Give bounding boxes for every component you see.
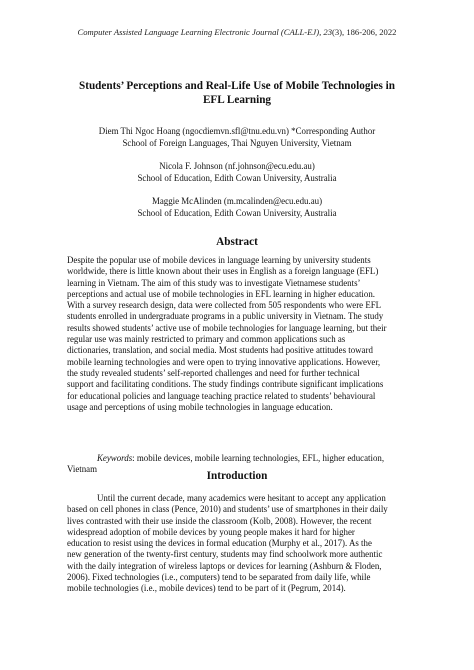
intro-line: based on cell phones in class (Pence, 2010) and students’ use of smartphones in their daily <box>67 504 388 515</box>
abstract-line: the study revealed students’ self-reported challenges and need for further technical <box>67 367 360 378</box>
abstract-heading: Abstract <box>216 236 258 248</box>
author-name-email: Maggie McAlinden (m.mcalinden@ecu.edu.au) <box>151 196 323 206</box>
paper-title <box>60 79 414 107</box>
abstract-line: results showed students’ active use of mobile technologies for language learning, but their <box>67 322 387 333</box>
author-affiliation: School of Foreign Languages, Thai Nguyen University, Vietnam <box>122 137 352 148</box>
author-affiliation: School of Education, Edith Cowan University, Australia <box>137 172 337 183</box>
intro-line: mobile technologies (i.e., mobile devices) tend to be part of it (Pegrum, 2014). <box>67 583 346 594</box>
intro-line: Until the current decade, many academics were hesitant to accept any application <box>97 493 386 503</box>
author-name-email: Nicola F. Johnson (nf.johnson@ecu.edu.au) <box>159 161 315 171</box>
intro-line: new generation of the twenty-first century, students may find schoolwork more authentic <box>67 549 383 560</box>
intro-line: education to resist using the devices in formal education (Murphy et al., 2017). As the <box>67 538 372 549</box>
abstract-line: students enrolled in undergraduate programs in a public university in Vietnam. The study <box>67 311 384 322</box>
abstract-line: dictionaries, translation, and social media. Most students had positive attitudes toward <box>67 345 373 356</box>
intro-line: 2006). Fixed technologies (i.e., computers) tend to be separated from daily life, while <box>67 572 371 583</box>
title-line-2: EFL Learning <box>202 94 272 106</box>
journal-name: Computer Assisted Language Learning Electronic Journal (CALL-EJ), <box>77 27 324 37</box>
title-line-1: Students’ Perceptions and Real-Life Use of Mobile Technologies in <box>79 80 395 92</box>
author-entry <box>40 196 434 219</box>
intro-line: with the daily integration of wireless laptops or devices for learning (Ashburn & Floden, <box>67 560 382 571</box>
introduction-text <box>67 493 407 595</box>
keywords-line-2: Vietnam <box>67 464 98 475</box>
intro-line: lives contrasted with their use inside the classroom (Kolb, 2008). However, the recent <box>67 515 372 526</box>
keywords-text: : mobile devices, mobile learning technologies, EFL, higher education, <box>132 453 385 463</box>
abstract-text <box>67 255 407 413</box>
keywords-line-1 <box>67 453 407 464</box>
abstract-line: With a survey research design, data were collected from 505 respondents who were EFL <box>67 300 382 311</box>
author-name-email: Diem Thi Ngoc Hoang (ngocdiemvn.sfl@tnu.edu.vn) *Corresponding Author <box>98 126 376 136</box>
author-list <box>40 126 434 231</box>
abstract-line: for educational policies and language teaching practice related to students’ behavioural <box>67 390 376 401</box>
keywords-label: Keywords <box>97 453 133 463</box>
abstract-line: usage and perceptions of using mobile technologies in language education. <box>67 401 333 412</box>
running-head <box>0 27 474 37</box>
intro-line: widespread adoption of mobile devices by young people makes it hard for higher <box>67 526 355 537</box>
journal-volume: 23 <box>323 27 332 37</box>
abstract-line: support and facilitating conditions. The study findings contribute significant implications <box>67 379 384 390</box>
author-affiliation: School of Education, Edith Cowan University, Australia <box>137 207 337 218</box>
journal-issue-pages: (3), 186-206, 2022 <box>332 27 397 37</box>
abstract-line: learning in Vietnam. The aim of this study was to investigate Vietnamese students’ <box>67 277 361 288</box>
author-entry <box>40 161 434 184</box>
abstract-line: mobile learning technologies and were open to trying innovative applications. However, <box>67 356 381 367</box>
abstract-line: Despite the popular use of mobile devices in language learning by university students <box>67 255 371 265</box>
abstract-line: perceptions and actual use of mobile technologies in EFL learning in higher education. <box>67 288 375 299</box>
introduction-heading: Introduction <box>206 470 268 482</box>
abstract-line: worldwide, there is little known about their uses in English as a foreign language (EFL) <box>67 266 379 277</box>
author-entry <box>40 126 434 149</box>
abstract-line: regular use was mainly restricted to primary and common applications such as <box>67 334 346 345</box>
